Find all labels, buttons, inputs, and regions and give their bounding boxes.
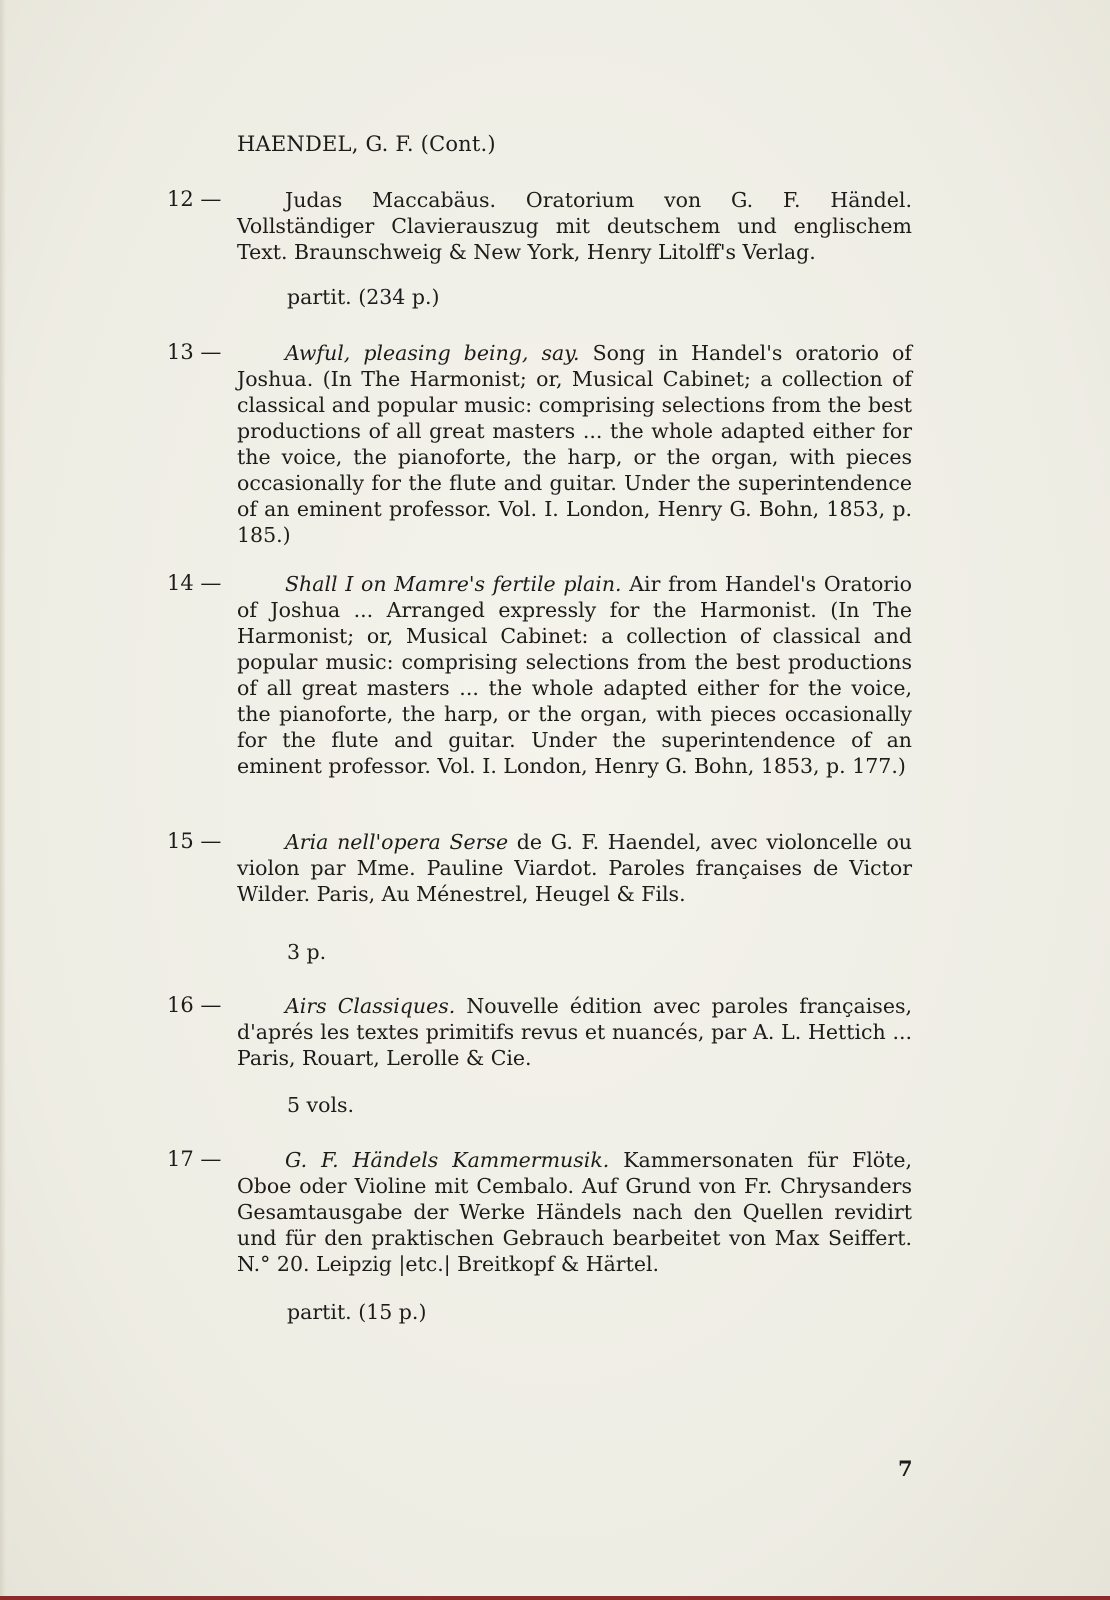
catalog-entry-13 [167,340,912,548]
entry-title: Aria nell'opera Serse [285,830,509,854]
entry-title: Shall I on Mamre's fertile plain. [285,572,622,596]
entry-text: Song in Handel's oratorio of Joshua. (In The Harmonist; or, Musical Cabinet; a collection of classical and popular music: comprising selections from the best productions of all great masters ... the whole adapted either for the voice, the pianoforte, the harp, or the organ, with pieces occasionally for the flute and guitar. Under the superintendence of an eminent professor. Vol. I. London, Henry G. Bohn, 1853, p. 185.) [237,341,912,547]
entry-title: Awful, pleasing being, say. [285,341,580,365]
entry-collation: partit. (234 p.) [287,285,440,309]
running-header: HAENDEL, G. F. (Cont.) [237,132,496,156]
entry-text: Air from Handel's Oratorio of Joshua ... Arranged expressly for the Harmonist. (In The Harmonist; or, Musical Cabinet: a collection of classical and popular music: comprising selections from the best productions of all great masters ... the whole adapted either for the voice, the pianoforte, the harp, or the organ, with pieces occasionally for the flute and guitar. Under the superintendence of an eminent professor. Vol. I. London, Henry G. Bohn, 1853, p. 177.) [237,572,912,778]
entry-description [237,571,912,779]
entry-title: G. F. Händels Kammermusik. [285,1148,610,1172]
entry-text: Kammersonaten für Flöte, Oboe oder Violine mit Cembalo. Auf Grund von Fr. Chrysanders Gesamtausgabe der Werke Händels nach den Quellen revidirt und für den praktischen Gebrauch bearbeitet von Max Seiffert. N.° 20. Leipzig |etc.| Breitkopf & Härtel. [237,1148,912,1276]
entry-description [237,340,912,548]
entry-number: 13 — [167,340,222,364]
entry-description [237,829,912,907]
entry-title: Airs Classiques. [285,994,456,1018]
entry-number: 16 — [167,993,222,1017]
page-number: 7 [898,1456,913,1481]
entry-text: de G. F. Haendel, avec violoncelle ou violon par Mme. Pauline Viardot. Paroles françaises de Victor Wilder. Paris, Au Ménestrel, Heugel & Fils. [237,830,912,906]
entry-collation: partit. (15 p.) [287,1300,427,1324]
entry-description [237,187,912,265]
entry-number: 14 — [167,571,222,595]
entry-collation: 3 p. [287,940,327,964]
catalog-entry-15 [167,829,912,907]
entry-number: 15 — [167,829,222,853]
catalog-entry-14 [167,571,912,779]
page-edge-shadow [0,0,6,1600]
catalog-entry-17 [167,1147,912,1277]
entry-description [237,993,912,1071]
entry-number: 12 — [167,187,222,211]
entry-text: Nouvelle édition avec paroles françaises, d'aprés les textes primitifs revus et nuancés, par A. L. Hettich ... Paris, Rouart, Lerolle & Cie. [237,994,912,1070]
entry-text: Judas Maccabäus. Oratorium von G. F. Händel. Vollständiger Clavierauszug mit deutschem und englischem Text. Braunschweig & New York, Henry Litolff's Verlag. [237,188,912,264]
entry-description [237,1147,912,1277]
entry-collation: 5 vols. [287,1093,355,1117]
book-edge-band [0,1596,1110,1600]
entry-number: 17 — [167,1147,222,1171]
catalog-entry-16 [167,993,912,1071]
catalog-entry-12 [167,187,912,265]
